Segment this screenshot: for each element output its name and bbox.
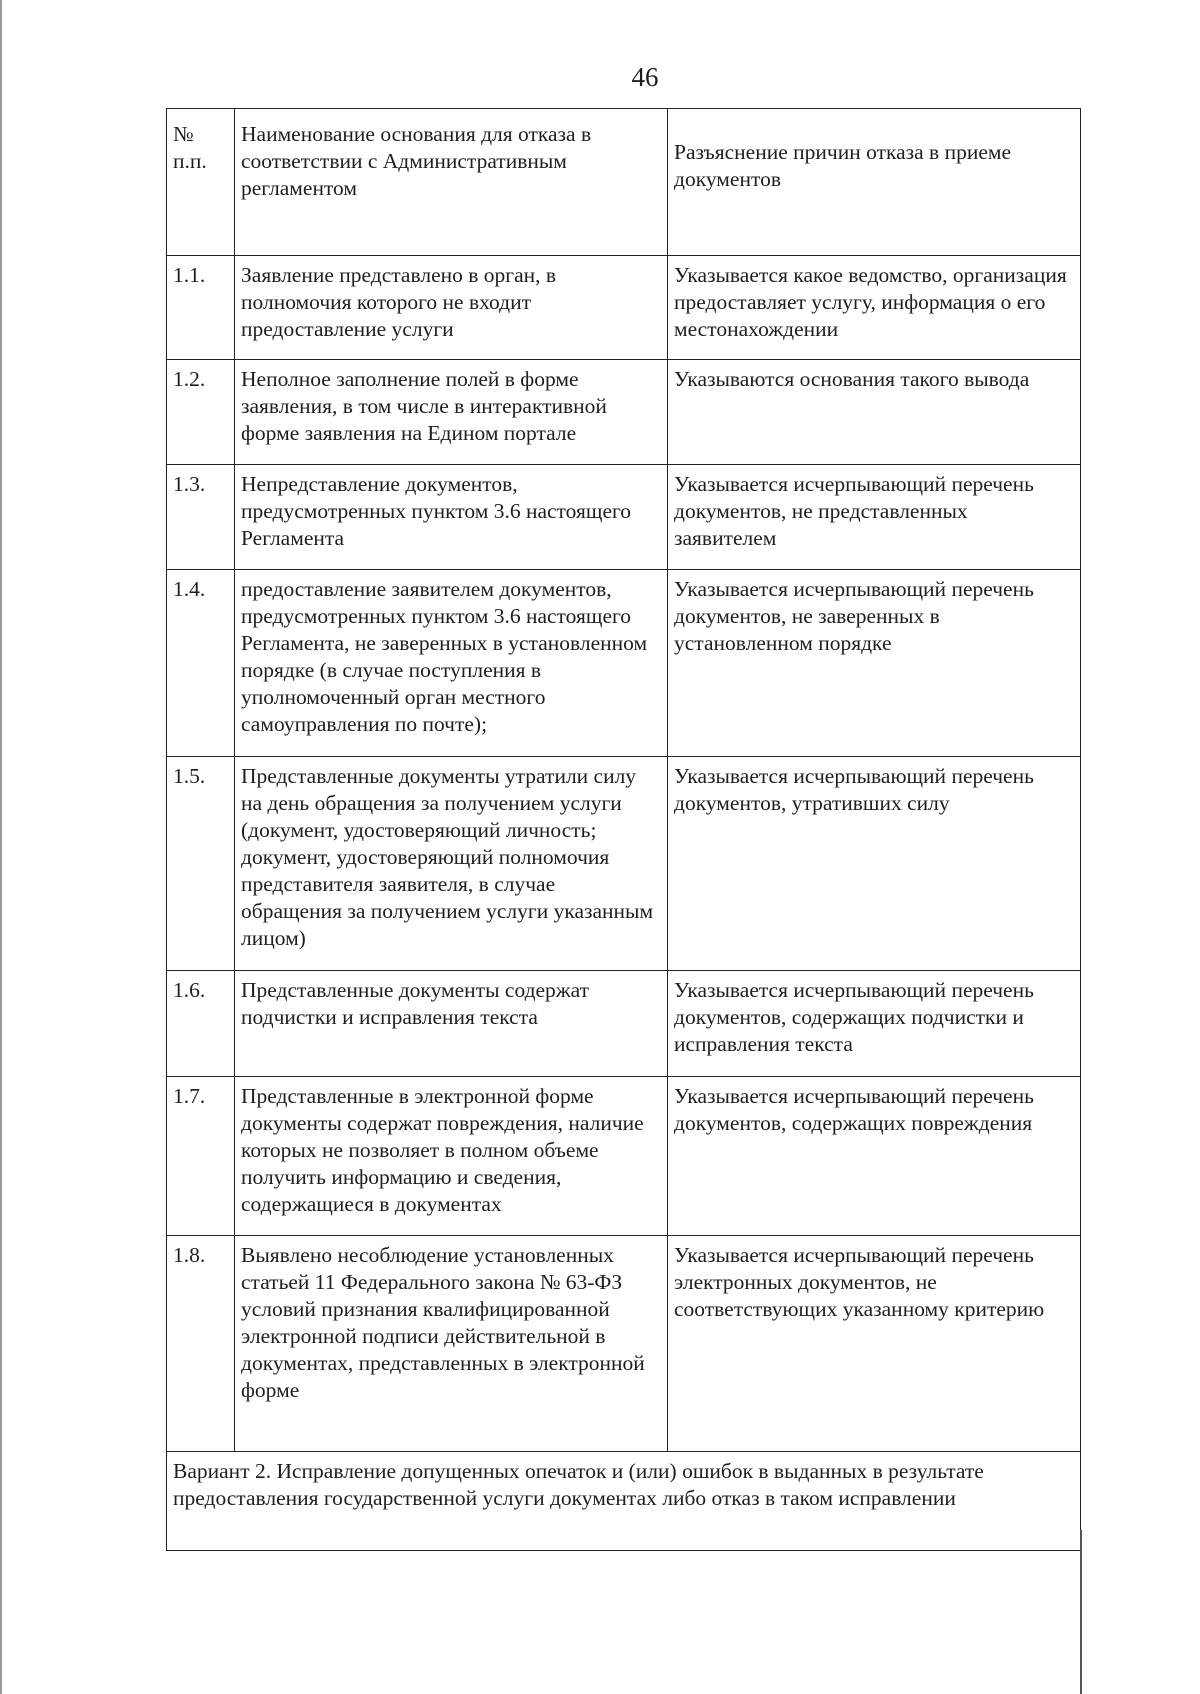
row-number: 1.4. <box>167 570 235 757</box>
row-reason: Неполное заполнение полей в форме заявления, в том числе в интерактивной форме заявления на Едином портале <box>235 360 668 465</box>
page-edge-line <box>0 0 2 1694</box>
right-margin-line <box>1080 1530 1082 1694</box>
row-number: 1.5. <box>167 757 235 971</box>
table-header-row <box>167 109 1081 256</box>
table-row <box>167 465 1081 570</box>
row-reason: Заявление представлено в орган, в полномочия которого не входит предоставление услуги <box>235 256 668 360</box>
header-reason: Наименование основания для отказа в соответствии с Административным регламентом <box>235 109 668 256</box>
header-explanation: Разъяснение причин отказа в приеме документов <box>668 109 1081 256</box>
variant-row <box>167 1452 1081 1551</box>
row-reason: Представленные документы содержат подчистки и исправления текста <box>235 971 668 1077</box>
row-number: 1.8. <box>167 1236 235 1452</box>
row-number: 1.2. <box>167 360 235 465</box>
row-number: 1.3. <box>167 465 235 570</box>
table-row <box>167 1077 1081 1236</box>
row-number: 1.1. <box>167 256 235 360</box>
row-reason: Представленные документы утратили силу на день обращения за получением услуги (документ, удостоверяющий личность; документ, удостоверяющий полномочия представителя заявителя, в случае обращения за получением услуги указанным лицом) <box>235 757 668 971</box>
table-row <box>167 360 1081 465</box>
table-row <box>167 757 1081 971</box>
variant-heading: Вариант 2. Исправление допущенных опечаток и (или) ошибок в выданных в результате предоставления государственной услуги документах либо отказ в таком исправлении <box>167 1452 1081 1551</box>
row-reason: Выявлено несоблюдение установленных статьей 11 Федерального закона № 63-ФЗ условий признания квалифицированной электронной подписи действительной в документах, представленных в электронной форме <box>235 1236 668 1452</box>
table-row <box>167 256 1081 360</box>
header-number: № п.п. <box>167 109 235 256</box>
page-number: 46 <box>631 62 659 92</box>
table-row <box>167 570 1081 757</box>
row-explanation: Указывается исчерпывающий перечень документов, не заверенных в установленном порядке <box>668 570 1081 757</box>
row-explanation: Указывается исчерпывающий перечень документов, содержащих повреждения <box>668 1077 1081 1236</box>
row-explanation: Указывается исчерпывающий перечень документов, утративших силу <box>668 757 1081 971</box>
row-explanation: Указываются основания такого вывода <box>668 360 1081 465</box>
row-explanation: Указывается исчерпывающий перечень документов, не представленных заявителем <box>668 465 1081 570</box>
row-explanation: Указывается исчерпывающий перечень электронных документов, не соответствующих указанному критерию <box>668 1236 1081 1452</box>
row-reason: Непредставление документов, предусмотренных пунктом 3.6 настоящего Регламента <box>235 465 668 570</box>
row-explanation: Указывается какое ведомство, организация предоставляет услугу, информация о его местонахождении <box>668 256 1081 360</box>
row-number: 1.7. <box>167 1077 235 1236</box>
row-reason: Представленные в электронной форме документы содержат повреждения, наличие которых не позволяет в полном объеме получить информацию и сведения, содержащиеся в документах <box>235 1077 668 1236</box>
table-row <box>167 971 1081 1077</box>
refusal-reasons-table <box>166 108 1081 1551</box>
row-explanation: Указывается исчерпывающий перечень документов, содержащих подчистки и исправления текста <box>668 971 1081 1077</box>
table-row <box>167 1236 1081 1452</box>
row-number: 1.6. <box>167 971 235 1077</box>
row-reason: предоставление заявителем документов, предусмотренных пунктом 3.6 настоящего Регламента, не заверенных в установленном порядке (в случае поступления в уполномоченный орган местного самоуправления по почте); <box>235 570 668 757</box>
